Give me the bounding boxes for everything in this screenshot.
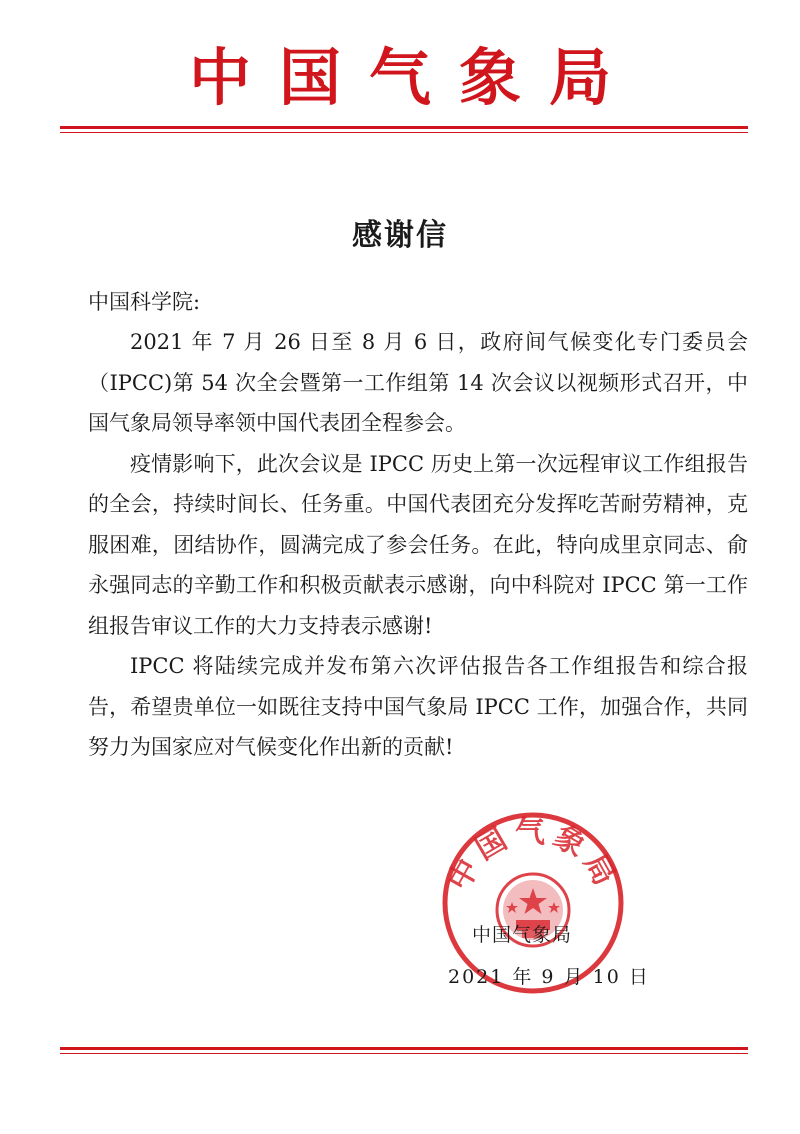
seal-ring-text: 中国气象局	[441, 815, 625, 897]
paragraph: 2021 年 7 月 26 日至 8 月 6 日，政府间气候变化专门委员会（IPCC)第 54 次全会暨第一工作组第 14 次会议以视频形式召开，中国气象局领导率领中国代表团全程参会。	[88, 330, 748, 435]
footer-rule	[60, 1047, 748, 1050]
salutation: 中国科学院:	[88, 290, 201, 314]
paragraph: IPCC 将陆续完成并发布第六次评估报告各工作组报告和综合报告，希望贵单位一如既往支持中国气象局 IPCC 工作，加强合作，共同努力为国家应对气候变化作出新的贡献!	[88, 654, 748, 759]
letter-title: 感谢信	[352, 218, 448, 253]
letter-date: 2021 年 9 月 10 日	[448, 966, 650, 988]
header-rule	[60, 126, 748, 129]
footer-rule-thin	[60, 1053, 748, 1054]
paragraph: 疫情影响下，此次会议是 IPCC 历史上第一次远程审议工作组报告的全会，持续时间长、任务重。中国代表团充分发挥吃苦耐劳精神，克服困难，团结协作，圆满完成了参会任务。在此，特向成里京同志、俞永强同志的辛勤工作和积极贡献表示感谢，向中科院对 IPCC 第一工作组报告审议工作的大力支持表示感谢!	[88, 451, 748, 638]
signature: 中国气象局	[472, 924, 573, 946]
letterhead-title: 中国气象局	[188, 41, 639, 114]
header-rule-thin	[60, 132, 748, 133]
letter-body	[88, 322, 748, 768]
